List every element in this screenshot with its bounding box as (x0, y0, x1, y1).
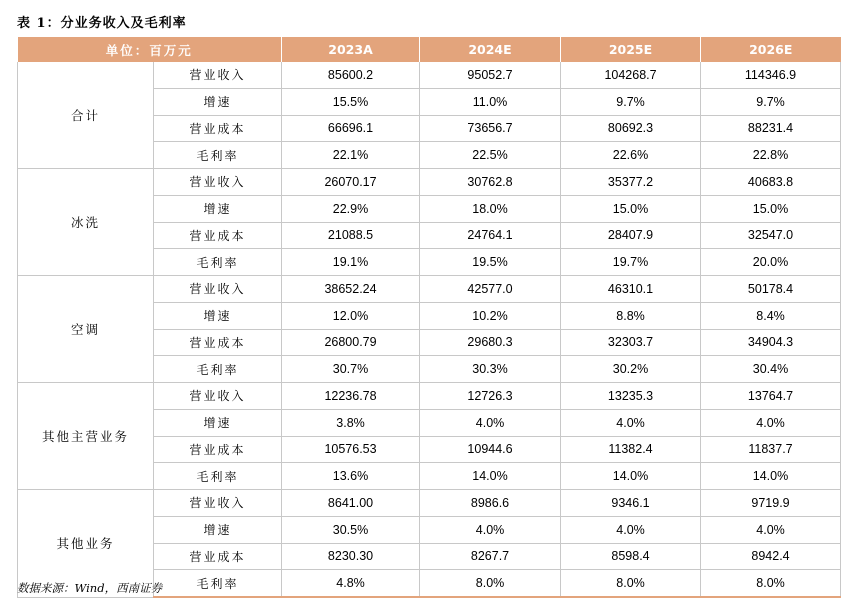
year-header: 2025E (561, 37, 701, 62)
metric-label: 营业成本 (154, 329, 282, 356)
value-cell: 28407.9 (561, 222, 701, 249)
metric-label: 营业收入 (154, 383, 282, 410)
value-cell: 10944.6 (420, 436, 561, 463)
value-cell: 80692.3 (561, 115, 701, 142)
value-cell: 8.4% (701, 302, 841, 329)
table-row (18, 490, 841, 517)
value-cell: 14.0% (701, 463, 841, 490)
value-cell: 32547.0 (701, 222, 841, 249)
value-cell: 30.4% (701, 356, 841, 383)
value-cell: 4.0% (701, 409, 841, 436)
value-cell: 95052.7 (420, 62, 561, 88)
metric-label: 营业收入 (154, 490, 282, 517)
value-cell: 21088.5 (282, 222, 420, 249)
value-cell: 30.3% (420, 356, 561, 383)
table-row (18, 62, 841, 88)
table-row (18, 276, 841, 303)
revenue-table (17, 37, 841, 598)
value-cell: 11.0% (420, 88, 561, 115)
value-cell: 4.0% (420, 409, 561, 436)
segment-name: 冰洗 (18, 169, 154, 276)
segment-name: 其他主营业务 (18, 383, 154, 490)
value-cell: 88231.4 (701, 115, 841, 142)
value-cell: 4.0% (561, 409, 701, 436)
value-cell: 73656.7 (420, 115, 561, 142)
value-cell: 38652.24 (282, 276, 420, 303)
value-cell: 32303.7 (561, 329, 701, 356)
value-cell: 8267.7 (420, 543, 561, 570)
value-cell: 15.0% (561, 195, 701, 222)
metric-label: 营业成本 (154, 543, 282, 570)
value-cell: 22.5% (420, 142, 561, 169)
value-cell: 30.5% (282, 516, 420, 543)
value-cell: 9346.1 (561, 490, 701, 517)
metric-label: 增速 (154, 516, 282, 543)
value-cell: 13235.3 (561, 383, 701, 410)
table-title: 表 1：分业务收入及毛利率 (17, 16, 187, 31)
unit-header: 单位：百万元 (18, 37, 282, 62)
value-cell: 85600.2 (282, 62, 420, 88)
value-cell: 24764.1 (420, 222, 561, 249)
metric-label: 增速 (154, 409, 282, 436)
metric-label: 毛利率 (154, 142, 282, 169)
year-header: 2024E (420, 37, 561, 62)
value-cell: 9719.9 (701, 490, 841, 517)
value-cell: 8641.00 (282, 490, 420, 517)
value-cell: 8598.4 (561, 543, 701, 570)
value-cell: 35377.2 (561, 169, 701, 196)
metric-label: 毛利率 (154, 249, 282, 276)
value-cell: 8986.6 (420, 490, 561, 517)
value-cell: 22.8% (701, 142, 841, 169)
value-cell: 19.1% (282, 249, 420, 276)
value-cell: 104268.7 (561, 62, 701, 88)
value-cell: 14.0% (561, 463, 701, 490)
metric-label: 毛利率 (154, 356, 282, 383)
value-cell: 12726.3 (420, 383, 561, 410)
metric-label: 毛利率 (154, 570, 282, 597)
table-row (18, 169, 841, 196)
metric-label: 增速 (154, 302, 282, 329)
value-cell: 26800.79 (282, 329, 420, 356)
metric-label: 营业收入 (154, 62, 282, 88)
value-cell: 42577.0 (420, 276, 561, 303)
value-cell: 10.2% (420, 302, 561, 329)
value-cell: 22.9% (282, 195, 420, 222)
value-cell: 18.0% (420, 195, 561, 222)
value-cell: 4.8% (282, 570, 420, 597)
value-cell: 4.0% (561, 516, 701, 543)
metric-label: 营业成本 (154, 115, 282, 142)
metric-label: 营业成本 (154, 222, 282, 249)
value-cell: 4.0% (701, 516, 841, 543)
value-cell: 30.7% (282, 356, 420, 383)
table-header-row (18, 37, 841, 62)
value-cell: 8942.4 (701, 543, 841, 570)
segment-name: 其他业务 (18, 490, 154, 598)
value-cell: 29680.3 (420, 329, 561, 356)
metric-label: 营业成本 (154, 436, 282, 463)
value-cell: 20.0% (701, 249, 841, 276)
value-cell: 8230.30 (282, 543, 420, 570)
value-cell: 4.0% (420, 516, 561, 543)
value-cell: 8.0% (561, 570, 701, 597)
table-row (18, 383, 841, 410)
value-cell: 15.0% (701, 195, 841, 222)
metric-label: 营业收入 (154, 276, 282, 303)
year-header: 2026E (701, 37, 841, 62)
value-cell: 8.8% (561, 302, 701, 329)
metric-label: 毛利率 (154, 463, 282, 490)
value-cell: 9.7% (701, 88, 841, 115)
metric-label: 营业收入 (154, 169, 282, 196)
value-cell: 30762.8 (420, 169, 561, 196)
value-cell: 8.0% (420, 570, 561, 597)
source-note: 数据来源：Wind，西南证券 (17, 581, 163, 595)
value-cell: 50178.4 (701, 276, 841, 303)
segment-name: 空调 (18, 276, 154, 383)
table-body (18, 62, 841, 597)
value-cell: 13.6% (282, 463, 420, 490)
value-cell: 66696.1 (282, 115, 420, 142)
value-cell: 22.6% (561, 142, 701, 169)
value-cell: 114346.9 (701, 62, 841, 88)
value-cell: 10576.53 (282, 436, 420, 463)
value-cell: 8.0% (701, 570, 841, 597)
value-cell: 12236.78 (282, 383, 420, 410)
metric-label: 增速 (154, 195, 282, 222)
segment-name: 合计 (18, 62, 154, 169)
value-cell: 11382.4 (561, 436, 701, 463)
metric-label: 增速 (154, 88, 282, 115)
value-cell: 13764.7 (701, 383, 841, 410)
value-cell: 11837.7 (701, 436, 841, 463)
value-cell: 40683.8 (701, 169, 841, 196)
value-cell: 22.1% (282, 142, 420, 169)
value-cell: 3.8% (282, 409, 420, 436)
value-cell: 15.5% (282, 88, 420, 115)
value-cell: 9.7% (561, 88, 701, 115)
value-cell: 30.2% (561, 356, 701, 383)
year-header: 2023A (282, 37, 420, 62)
value-cell: 46310.1 (561, 276, 701, 303)
value-cell: 34904.3 (701, 329, 841, 356)
value-cell: 14.0% (420, 463, 561, 490)
value-cell: 26070.17 (282, 169, 420, 196)
value-cell: 19.7% (561, 249, 701, 276)
value-cell: 12.0% (282, 302, 420, 329)
value-cell: 19.5% (420, 249, 561, 276)
